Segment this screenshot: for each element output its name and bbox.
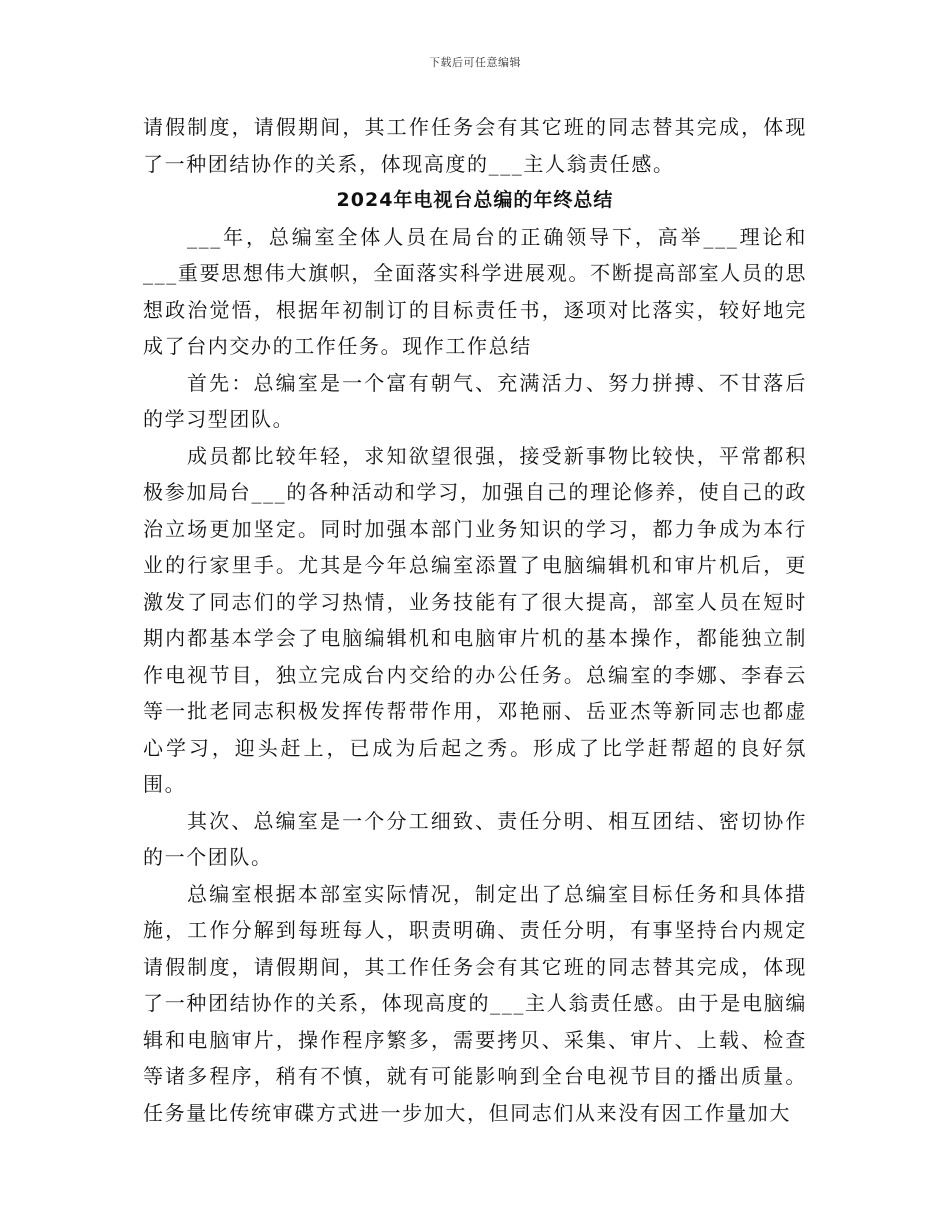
paragraph-first-point: 首先：总编室是一个富有朝气、充满活力、努力拼搏、不甘落后的学习型团队。 [143, 370, 807, 431]
continued-paragraph: 请假制度，请假期间，其工作任务会有其它班的同志替其完成，体现了一种团结协作的关系，体现高度的___主人翁责任感。 [143, 115, 807, 176]
document-body [143, 109, 807, 1131]
paragraph-learning: 成员都比较年轻，求知欲望很强，接受新事物比较快，平常都积极参加局台___的各种活动和学习，加强自己的理论修养，使自己的政治立场更加坚定。同时加强本部门业务知识的学习，都力争成为本行业的行家里手。尤其是今年总编室添置了电脑编辑机和审片机后，更激发了同志们的学习热情，业务技能有了很大提高，部室人员在短时期内都基本学会了电脑编辑机和电脑审片机的基本操作，都能独立制作电视节目，独立完成台内交给的办公任务。总编室的李娜、李春云等一批老同志积极发挥传帮带作用，邓艳丽、岳亚杰等新同志也都虚心学习，迎头赶上，已成为后起之秀。形成了比学赶帮超的良好氛围。 [143, 443, 807, 796]
page-header: 下载后可任意编辑 [429, 56, 521, 69]
document-title: 2024年电视台总编的年终总结 [336, 189, 614, 211]
paragraph-second-point: 其次、总编室是一个分工细致、责任分明、相互团结、密切协作的一个团队。 [143, 808, 807, 869]
paragraph-teamwork: 总编室根据本部室实际情况，制定出了总编室目标任务和具体措施，工作分解到每班每人，职责明确、责任分明，有事坚持台内规定请假制度，请假期间，其工作任务会有其它班的同志替其完成，体现了一种团结协作的关系，体现高度的___主人翁责任感。由于是电脑编辑和电脑审片，操作程序繁多，需要拷贝、采集、审片、上载、检查等诸多程序，稍有不慎，就有可能影响到全台电视节目的播出质量。任务量比传统审碟方式进一步加大，但同志们从来没有因工作量加大 [143, 881, 807, 1125]
paragraph-intro: ___年，总编室全体人员在局台的正确领导下，高举___理论和___重要思想伟大旗帜，全面落实科学进展观。不断提高部室人员的思想政治觉悟，根据年初制订的目标责任书，逐项对比落实，较好地完成了台内交办的工作任务。现作工作总结 [143, 224, 807, 358]
